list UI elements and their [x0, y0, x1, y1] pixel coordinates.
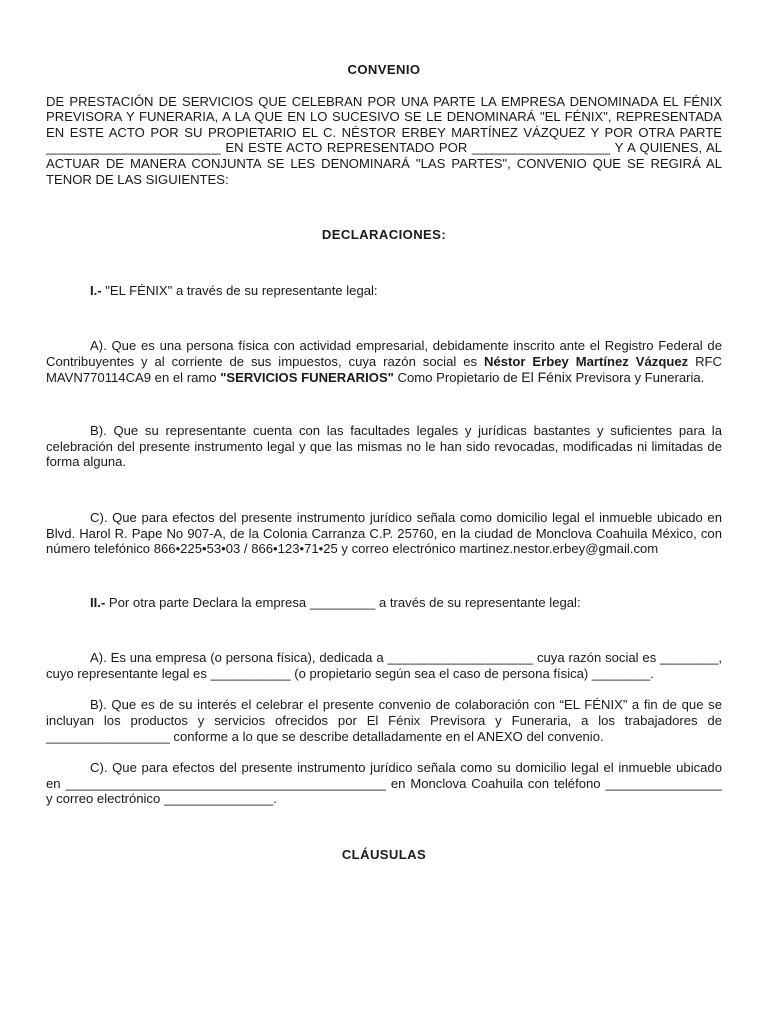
section-1-a-mid: RFC MAVN770114CA9 en el ramo [46, 353, 722, 385]
intro-paragraph: DE PRESTACIÓN DE SERVICIOS QUE CELEBRAN POR UNA PARTE LA EMPRESA DENOMINADA EL FÉNIX PREVISORA Y FUNERARIA, A LA QUE EN LO SUCESIVO SE LE DENOMINARÁ "EL FÉNIX", REPRESENTADA EN ESTE ACTO POR SU PROPIETARIO EL C. NÉSTOR ERBEY MARTÍNEZ VÁZQUEZ Y POR OTRA PARTE ________________________ EN ESTE ACTO REPRESENTADO POR ___________________ Y A QUIENES, AL ACTUAR DE MANERA CONJUNTA SE LES DENOMINARÁ "LAS PARTES", CONVENIO QUE SE REGIRÁ AL TENOR DE LAS SIGUIENTES: [46, 93, 722, 187]
section-1-c-paragraph: C). Que para efectos del presente instrumento jurídico señala como domicilio legal el inmueble ubicado en Blvd. Harol R. Pape No 907-A, de la Colonia Carranza C.P. 25760, en la ciudad de Monclova Coahuila México, con número telefónico 866•225•53•03 / 866•123•71•25 y correo electrónico martinez.nestor.erbey@gmail.com [46, 509, 722, 557]
section-1-a-company: El Fénix [521, 368, 572, 385]
section-2-text: Por otra parte Declara la empresa _________ a través de su representante legal: [105, 594, 581, 610]
section-1-a-pre: A). Que es una persona física con actividad empresarial, debidamente inscrito ante el Registro Federal de Contribuyentes y al corriente de sus impuestos, cuya razón social es [46, 338, 722, 369]
section-1-a-post1: Como Propietario de [393, 369, 522, 385]
section-2-b-paragraph: B). Que es de su interés el celebrar el presente convenio de colaboración con “EL FÉNIX” a fin de que se incluyan los productos y servicios ofrecidos por El Fénix Previsora y Funeraria, a los trabajadores de _________________ conforme a lo que se describe detalladamente en el ANEXO del convenio. [46, 697, 722, 744]
section-1-heading [46, 283, 722, 299]
section-1-number: I.- [90, 282, 102, 298]
section-1-a-post2: Previsora y Funeraria. [571, 369, 705, 385]
section-2-a-paragraph: A). Es una empresa (o persona física), dedicada a ____________________ cuya razón social es ________, cuyo representante legal es ___________ (o propietario según sea el caso de persona física) ________. [46, 650, 722, 681]
section-2-c-paragraph: C). Que para efectos del presente instrumento jurídico señala como su domicilio legal el inmueble ubicado en ____________________________________________ en Monclova Coahuila con teléfono ________________ y correo electrónico _______________. [46, 760, 722, 807]
section-1-a-name: Néstor Erbey Martínez Vázquez [483, 353, 689, 369]
declaraciones-heading: DECLARACIONES: [321, 227, 447, 243]
document-page [46, 62, 722, 863]
section-2-heading [46, 595, 722, 611]
section-1-text: "EL FÉNIX" a través de su representante legal: [101, 282, 378, 298]
section-1-a-paragraph [46, 338, 722, 385]
section-1-b-paragraph: B). Que su representante cuenta con las facultades legales y jurídicas bastantes y suficientes para la celebración del presente instrumento legal y que las mismas no le han sido revocadas, modificadas ni limitadas de forma alguna. [46, 423, 722, 470]
clausulas-heading: CLÁUSULAS [341, 847, 427, 863]
document-title: CONVENIO [347, 62, 421, 77]
section-1-a-ramo: "SERVICIOS FUNERARIOS" [220, 369, 394, 385]
section-2-number: II.- [90, 594, 106, 610]
